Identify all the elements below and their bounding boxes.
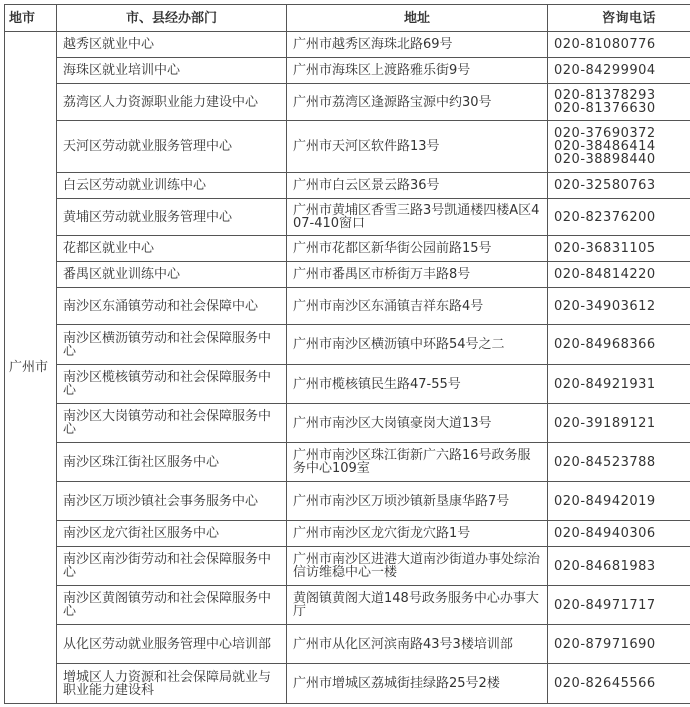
phone-cell xyxy=(548,404,690,443)
phone-cell xyxy=(548,236,690,262)
phone-number: 020-84814220 xyxy=(554,267,656,282)
phone-cell xyxy=(548,288,690,325)
phone-number: 020-84299904 xyxy=(554,63,656,78)
table-row xyxy=(5,121,690,173)
phone-cell xyxy=(548,664,690,704)
table-row xyxy=(5,664,690,704)
phone-cell xyxy=(548,625,690,664)
dept-cell: 增城区人力资源和社会保障局就业与职业能力建设科 xyxy=(57,664,287,704)
table-row xyxy=(5,58,690,84)
table-row xyxy=(5,625,690,664)
phone-number: 020-34903612 xyxy=(554,298,656,314)
phone-cell xyxy=(548,32,690,58)
table-row xyxy=(5,84,690,121)
dept-cell: 南沙区榄核镇劳动和社会保障服务中心 xyxy=(57,365,287,404)
dept-cell: 南沙区珠江街社区服务中心 xyxy=(57,443,287,482)
service-center-table xyxy=(4,4,690,704)
table-row xyxy=(5,199,690,236)
phone-number: 020-32580763 xyxy=(554,178,656,193)
dept-cell: 南沙区横沥镇劳动和社会保障服务中心 xyxy=(57,325,287,365)
city-cell: 广州市 xyxy=(5,32,57,704)
phone-number: 020-84523788 xyxy=(554,454,656,470)
table-row xyxy=(5,443,690,482)
phone-number: 020-84921931 xyxy=(554,376,656,392)
table-row xyxy=(5,521,690,547)
phone-number: 020-84681983 xyxy=(554,558,656,574)
address-cell: 广州市南沙区大岗镇豪岗大道13号 xyxy=(287,404,548,443)
table-bottom-border xyxy=(4,703,686,704)
phone-number: 020-84968366 xyxy=(554,337,656,352)
table-row xyxy=(5,236,690,262)
phone-number: 020-81376630 xyxy=(554,101,656,116)
phone-number: 020-39189121 xyxy=(554,415,656,431)
address-cell: 广州市荔湾区逢源路宝源中约30号 xyxy=(287,84,548,121)
phone-number: 020-81378293 xyxy=(554,88,656,103)
phone-number: 020-84971717 xyxy=(554,597,656,613)
phone-cell xyxy=(548,547,690,586)
table-row xyxy=(5,404,690,443)
phone-cell xyxy=(548,173,690,199)
phone-cell xyxy=(548,121,690,173)
phone-cell xyxy=(548,586,690,625)
header-address: 地址 xyxy=(287,5,548,32)
dept-cell: 天河区劳动就业服务管理中心 xyxy=(57,121,287,173)
address-cell: 广州市南沙区龙穴街龙穴路1号 xyxy=(287,521,548,547)
phone-cell xyxy=(548,521,690,547)
table-row xyxy=(5,32,690,58)
table-row xyxy=(5,547,690,586)
table-row xyxy=(5,173,690,199)
address-cell: 广州市南沙区进港大道南沙街道办事处综治信访维稳中心一楼 xyxy=(287,547,548,586)
phone-number: 020-82376200 xyxy=(554,209,656,225)
dept-cell: 南沙区大岗镇劳动和社会保障服务中心 xyxy=(57,404,287,443)
phone-number: 020-84942019 xyxy=(554,493,656,509)
phone-cell xyxy=(548,199,690,236)
dept-cell: 越秀区就业中心 xyxy=(57,32,287,58)
table-row xyxy=(5,262,690,288)
phone-cell xyxy=(548,365,690,404)
dept-cell: 海珠区就业培训中心 xyxy=(57,58,287,84)
phone-number: 020-87971690 xyxy=(554,636,656,652)
address-cell: 广州市从化区河滨南路43号3楼培训部 xyxy=(287,625,548,664)
dept-cell: 番禺区就业训练中心 xyxy=(57,262,287,288)
address-cell: 广州市天河区软件路13号 xyxy=(287,121,548,173)
header-dept: 市、县经办部门 xyxy=(57,5,287,32)
address-cell: 广州市越秀区海珠北路69号 xyxy=(287,32,548,58)
address-cell: 广州市南沙区东涌镇吉祥东路4号 xyxy=(287,288,548,325)
phone-number: 020-84940306 xyxy=(554,526,656,541)
table-row xyxy=(5,288,690,325)
table-row xyxy=(5,482,690,521)
phone-number: 020-38486414 xyxy=(554,139,656,154)
table-row xyxy=(5,365,690,404)
dept-cell: 黄埔区劳动就业服务管理中心 xyxy=(57,199,287,236)
dept-cell: 从化区劳动就业服务管理中心培训部 xyxy=(57,625,287,664)
dept-cell: 花都区就业中心 xyxy=(57,236,287,262)
dept-cell: 白云区劳动就业训练中心 xyxy=(57,173,287,199)
address-cell: 广州市增城区荔城街挂绿路25号2楼 xyxy=(287,664,548,704)
dept-cell: 南沙区龙穴街社区服务中心 xyxy=(57,521,287,547)
address-cell: 黄阁镇黄阁大道148号政务服务中心办事大厅 xyxy=(287,586,548,625)
dept-cell: 南沙区南沙街劳动和社会保障服务中心 xyxy=(57,547,287,586)
address-cell: 广州市榄核镇民生路47-55号 xyxy=(287,365,548,404)
header-phone: 咨询电话 xyxy=(548,5,690,32)
phone-cell xyxy=(548,482,690,521)
header-city: 地市 xyxy=(5,5,57,32)
dept-cell: 南沙区东涌镇劳动和社会保障中心 xyxy=(57,288,287,325)
address-cell: 广州市南沙区横沥镇中环路54号之二 xyxy=(287,325,548,365)
phone-number: 020-37690372 xyxy=(554,126,656,141)
table-row xyxy=(5,325,690,365)
phone-number: 020-81080776 xyxy=(554,37,656,52)
phone-number: 020-36831105 xyxy=(554,241,656,256)
dept-cell: 荔湾区人力资源职业能力建设中心 xyxy=(57,84,287,121)
dept-cell: 南沙区黄阁镇劳动和社会保障服务中心 xyxy=(57,586,287,625)
phone-number: 020-38898440 xyxy=(554,152,656,167)
phone-cell xyxy=(548,58,690,84)
phone-number: 020-82645566 xyxy=(554,676,656,691)
address-cell: 广州市番禺区市桥街万丰路8号 xyxy=(287,262,548,288)
address-cell: 广州市黄埔区香雪三路3号凯通楼四楼A区407-410窗口 xyxy=(287,199,548,236)
address-cell: 广州市海珠区上渡路雅乐街9号 xyxy=(287,58,548,84)
dept-cell: 南沙区万顷沙镇社会事务服务中心 xyxy=(57,482,287,521)
table-row xyxy=(5,586,690,625)
address-cell: 广州市花都区新华街公园前路15号 xyxy=(287,236,548,262)
phone-cell xyxy=(548,443,690,482)
table-body xyxy=(5,32,690,704)
phone-cell xyxy=(548,262,690,288)
address-cell: 广州市南沙区珠江街新广六路16号政务服务中心109室 xyxy=(287,443,548,482)
address-cell: 广州市白云区景云路36号 xyxy=(287,173,548,199)
phone-cell xyxy=(548,325,690,365)
address-cell: 广州市南沙区万顷沙镇新垦康华路7号 xyxy=(287,482,548,521)
phone-cell xyxy=(548,84,690,121)
header-row xyxy=(5,5,690,32)
